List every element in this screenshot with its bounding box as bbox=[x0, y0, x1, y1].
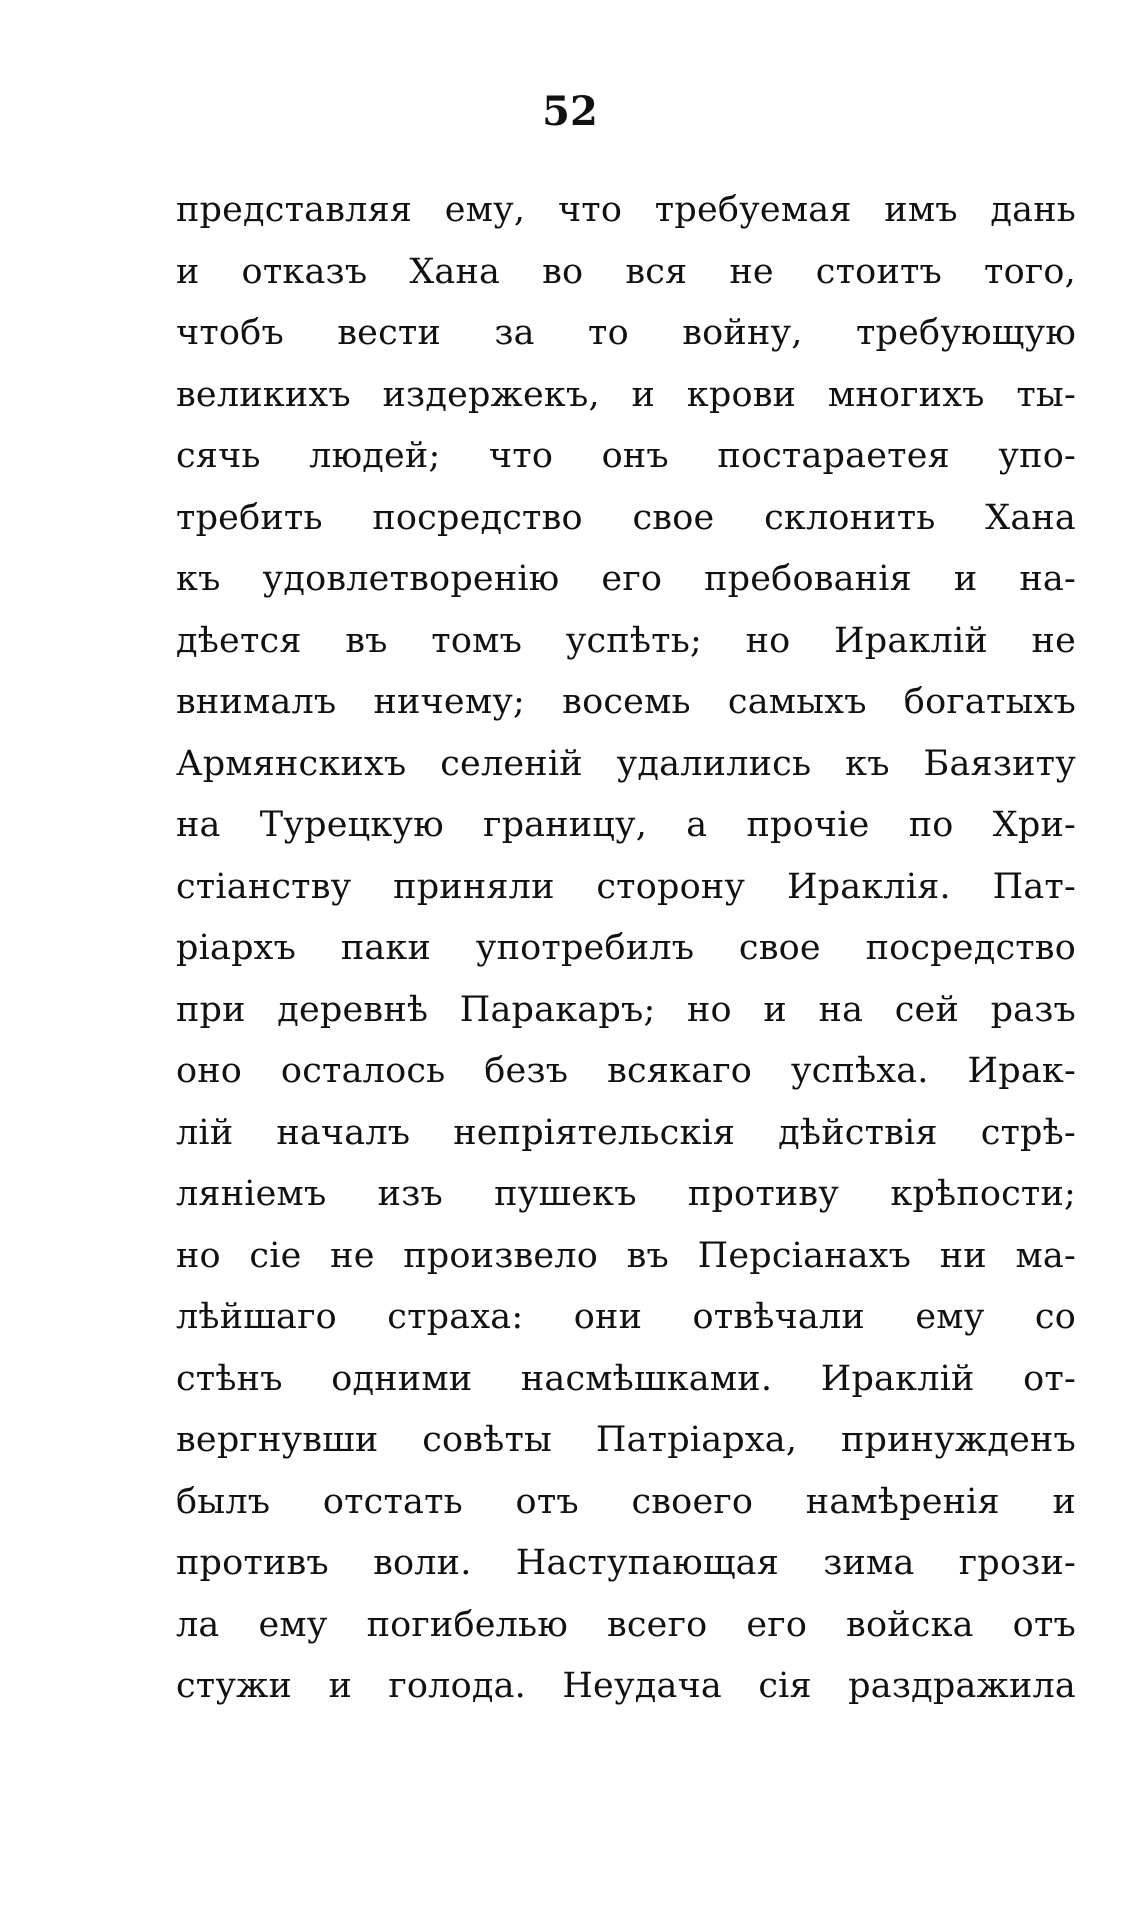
text-line: противъ воли. Наступающая зима грози- bbox=[176, 1543, 1076, 1583]
text-line: при деревнѣ Паракаръ; но и на сей разъ bbox=[176, 989, 1076, 1030]
text-line: сячь людей; что онъ постараетея упо- bbox=[176, 436, 1076, 476]
text-line: великихъ издержекъ, и крови многихъ ты- bbox=[176, 374, 1076, 415]
text-line: требить посредство свое склонить Хана bbox=[176, 497, 1076, 538]
text-line: представляя ему, что требуемая имъ дань bbox=[176, 190, 1076, 230]
text-line: стѣнъ одними насмѣшками. Ираклій от- bbox=[176, 1358, 1076, 1399]
text-line: лій началъ непріятельскія дѣйствія стрѣ- bbox=[176, 1112, 1076, 1153]
text-line: ла ему погибелью всего его войска отъ bbox=[176, 1604, 1076, 1645]
text-line: былъ отстать отъ своего намѣренія и bbox=[176, 1481, 1076, 1522]
text-line: вергнувши совѣты Патріарха, принужденъ bbox=[176, 1420, 1076, 1460]
text-line: и отказъ Хана во вся не стоитъ того, bbox=[176, 251, 1076, 292]
text-line: но сіе не произвело въ Персіанахъ ни ма- bbox=[176, 1235, 1076, 1276]
text-line: ляніемъ изъ пушекъ противу крѣпости; bbox=[176, 1174, 1076, 1214]
body-text bbox=[176, 180, 1076, 1718]
text-line: Армянскихъ селеній удалились къ Баязиту bbox=[176, 743, 1076, 784]
text-line: ріархъ паки употребилъ свое посредство bbox=[176, 928, 1076, 968]
text-line: дѣется въ томъ успѣть; но Ираклій не bbox=[176, 620, 1076, 661]
text-line: на Турецкую границу, а прочіе по Хри- bbox=[176, 805, 1076, 845]
text-line: чтобъ вести за то войну, требующую bbox=[176, 313, 1076, 353]
text-line: лѣйшаго страха: они отвѣчали ему со bbox=[176, 1297, 1076, 1337]
text-line: къ удовлетворенію его пребованія и на- bbox=[176, 559, 1076, 599]
text-line: внималъ ничему; восемь самыхъ богатыхъ bbox=[176, 682, 1076, 722]
text-line: стіанству приняли сторону Ираклія. Пат- bbox=[176, 866, 1076, 907]
page-number: 52 bbox=[542, 88, 598, 135]
text-line: оно осталось безъ всякаго успѣха. Ирак- bbox=[176, 1051, 1076, 1091]
text-line: стужи и голода. Неудача сія раздражила bbox=[176, 1666, 1076, 1706]
